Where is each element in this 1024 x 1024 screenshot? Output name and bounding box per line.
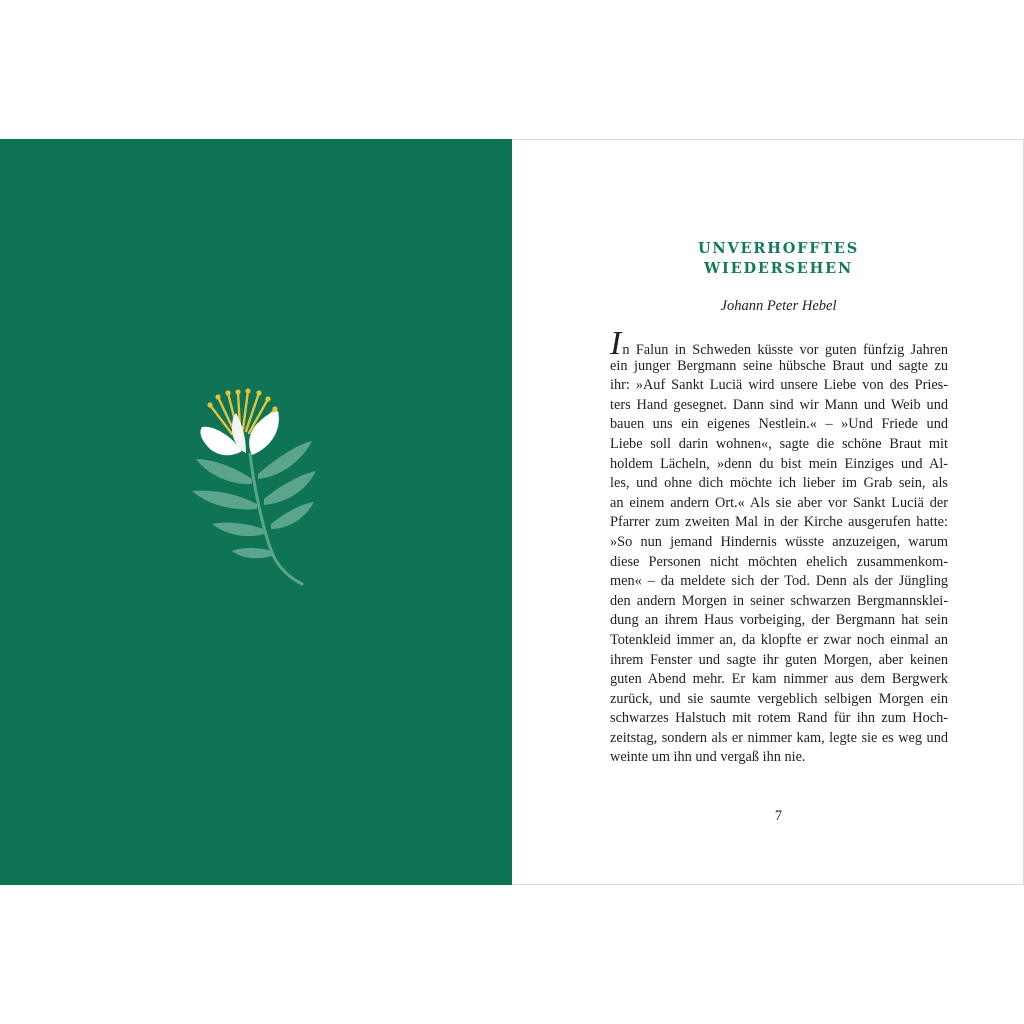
body-line-text: les, und ohne dich möchte ich lieber im Grab sein, als [610,475,948,492]
body-line [610,455,948,475]
body-line [610,325,948,362]
body-line [610,533,948,553]
body-line [610,592,948,612]
dropcap-letter: I [610,325,622,362]
body-line [610,709,948,729]
body-line-text: guten Abend mehr. Er kam nimmer aus dem Bergwerk [610,671,948,688]
body-line-text: ihr: »Auf Sankt Luciä wird unsere Liebe von des Pries- [610,377,948,394]
body-line [610,670,948,690]
body-line-text: »So nun jemand Hindernis wüsste anzuzeigen, warum [610,533,948,550]
body-line [610,513,948,533]
story-body [610,325,948,768]
body-line [610,357,948,377]
page-number: 7 [774,808,783,824]
body-line [610,631,948,651]
body-line [610,690,948,710]
body-line-text: n Falun in Schweden küsste vor guten fünfzig Jahren [622,342,948,358]
body-line-text: weinte um ihn und vergaß ihn nie. [610,749,806,766]
body-line-text: ihrem Fenster und sagte ihr guten Morgen, aber keinen [610,651,948,668]
book-spread [0,139,1024,885]
body-line-text: ein junger Bergmann seine hübsche Braut und sagte zu [610,357,948,374]
author-name: Johann Peter Hebel [720,298,837,314]
body-line-text: Totenkleid immer an, da klopfte er zwar noch einmal an [610,631,948,648]
body-line [610,494,948,514]
body-line [610,415,948,435]
body-line-text: zurück, und sie saumte vergeblich selbigen Morgen ein [610,690,948,707]
body-line-text: ters Hand gesegnet. Dann sind wir Mann und Weib und [610,396,948,413]
body-line-text: dung an ihrem Haus vorbeiging, der Bergmann hat sein [610,612,948,629]
flower-illustration-icon [180,379,330,589]
body-line-text: diese Personen nicht möchten ehelich zusammenkom- [610,553,948,570]
body-line-text: Pfarrer zum zweiten Mal in der Kirche ausgerufen hatte: [610,514,948,531]
body-line [610,729,948,749]
body-line-text: men« – da meldete sich der Tod. Denn als der Jüngling [610,573,948,590]
body-line [610,572,948,592]
story-title [512,239,1024,279]
body-line-text: den andern Morgen in seiner schwarzen Bergmannsklei- [610,592,948,609]
body-line-text: Liebe soll darin wohnen«, sagte die schöne Braut mit [610,435,948,452]
body-line [610,474,948,494]
body-line [610,396,948,416]
body-line [610,553,948,573]
title-line-1: UNVERHOFFTES [697,240,860,257]
body-line [610,376,948,396]
body-line-text: bauen uns ein eigenes Nestlein.« – »Und Friede und [610,416,948,433]
body-line-text: schwarzes Halstuch mit rotem Rand für ihn zum Hoch- [610,710,948,727]
title-line-2: WIEDERSEHEN [703,260,854,277]
body-line [610,748,948,768]
body-line-text: zeitstag, sondern als er nimmer kam, legte sie es weg und [610,729,948,746]
body-line [610,651,948,671]
left-page [0,139,512,885]
body-line-text: holdem Lächeln, »denn du bist mein Einziges und Al- [610,455,948,472]
body-line [610,611,948,631]
body-line [610,435,948,455]
right-page [512,139,1024,885]
body-line-text: an einem andern Ort.« Als sie aber vor Sankt Luciä der [610,494,948,511]
